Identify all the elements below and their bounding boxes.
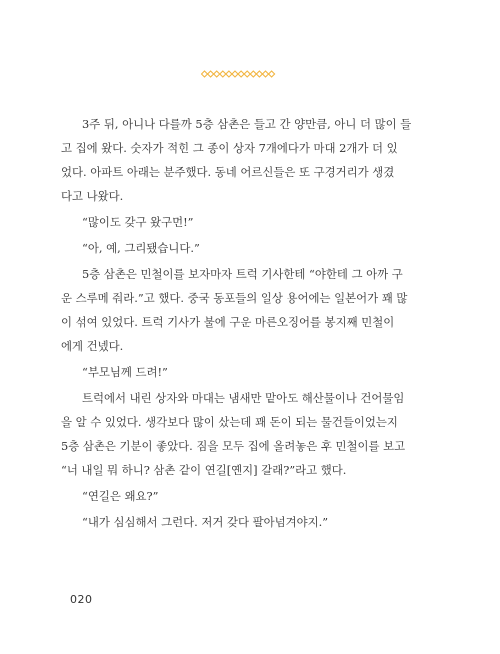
text-line: “내가 심심해서 그런다. 저거 갖다 팔아넘겨야지.” (82, 515, 329, 529)
text-line: “많이도 갖구 왔구먼!” (82, 215, 194, 229)
dialogue-line (61, 210, 415, 234)
text-line: “연길은 왜요?” (82, 489, 159, 503)
text-line: 5층 삼촌은 민철이를 보자마자 트럭 기사한테 “야한테 그 아까 구 (82, 267, 403, 281)
paragraph (61, 112, 415, 208)
text-line: 5층 삼촌은 기분이 좋았다. 짐을 모두 집에 올려놓은 후 민철이를 보고 (61, 439, 406, 453)
diamond-chain-ornament-icon (201, 70, 277, 78)
dialogue-line (61, 510, 415, 534)
page-number: 020 (70, 593, 93, 606)
text-line: 었다. 아파트 아래는 분주했다. 동네 어르신들은 또 구경거리가 생겼 (61, 165, 395, 179)
text-line: 에게 건넸다. (61, 339, 124, 353)
body-text (61, 112, 415, 534)
text-line: 을 알 수 있었다. 생각보다 많이 샀는데 꽤 돈이 되는 물건들이었는지 (61, 415, 398, 429)
text-line: 운 스루메 줘라.”고 했다. 중국 동포들의 일상 용어에는 일본어가 꽤 많 (61, 291, 408, 305)
text-line: 3주 뒤, 아니나 다를까 5층 삼촌은 들고 간 양만큼, 아니 더 많이 들 (82, 117, 412, 131)
text-line: 고 집에 왔다. 숫자가 적힌 그 종이 상자 7개에다가 마대 2개가 더 있 (61, 141, 398, 155)
text-line: 다고 나왔다. (61, 189, 124, 203)
text-line: 트럭에서 내린 상자와 마대는 냄새만 맡아도 해산물이나 건어물임 (82, 391, 405, 405)
text-line: “너 내일 뭐 하니? 삼촌 같이 연길[옌지] 갈래?”라고 했다. (61, 463, 347, 477)
paragraph (61, 386, 415, 482)
paragraph (61, 262, 415, 358)
dialogue-line (61, 484, 415, 508)
text-line: 이 섞여 있었다. 트럭 기사가 불에 구운 마른오징어를 봉지째 민철이 (61, 315, 395, 329)
dialogue-line (61, 236, 415, 260)
text-line: “아, 예, 그리됐습니다.” (82, 241, 200, 255)
text-line: “부모님께 드려!” (82, 365, 168, 379)
dialogue-line (61, 360, 415, 384)
